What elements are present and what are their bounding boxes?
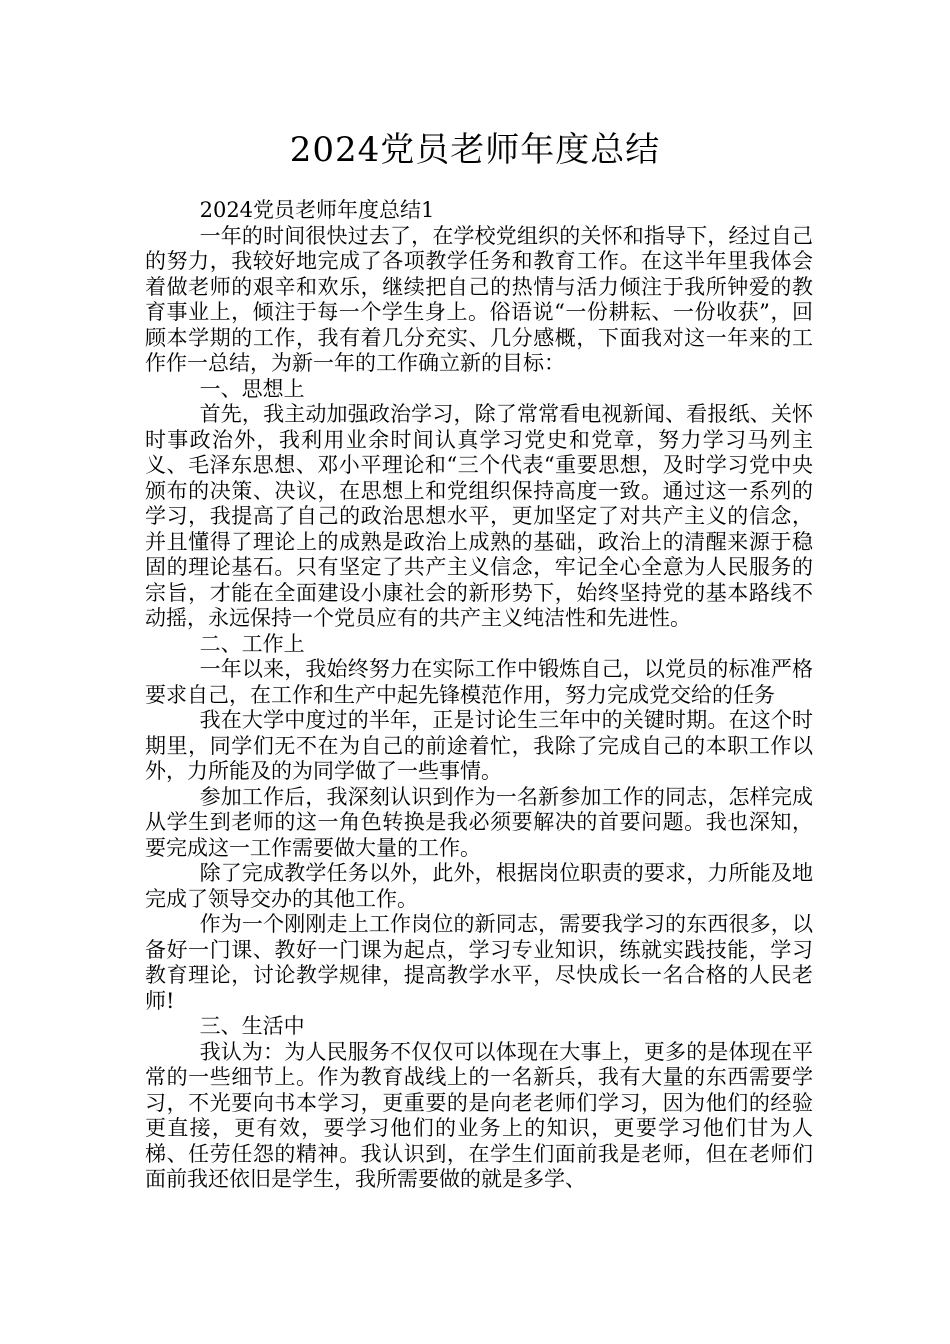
intro-paragraph: 一年的时间很快过去了，在学校党组织的关怀和指导下，经过自己的努力，我较好地完成了各项教学任务和教育工作。在这半年里我体会着做老师的艰辛和欢乐，继续把自己的热情与活力倾注于我所钟爱的教育事业上，倾注于每一个学生身上。俗语说“一份耕耘、一份收获”，回顾本学期的工作，我有着几分充实、几分感概，下面我对这一年来的工作作一总结，为新一年的工作确立新的目标： bbox=[145, 223, 813, 375]
work-paragraph-3: 参加工作后，我深刻认识到作为一名新参加工作的同志，怎样完成从学生到老师的这一角色转换是我必须要解决的首要问题。我也深知，要完成这一工作需要做大量的工作。 bbox=[145, 784, 813, 860]
section-heading-life: 三、生活中 bbox=[199, 1014, 305, 1038]
work-paragraph-2: 我在大学中度过的半年，正是讨论生三年中的关键时期。在这个时期里，同学们无不在为自己的前途着忙，我除了完成自己的本职工作以外，力所能及的为同学做了一些事情。 bbox=[145, 708, 813, 783]
work-paragraph-1: 一年以来，我始终努力在实际工作中锻炼自己，以党员的标准严格要求自己，在工作和生产中起先锋模范作用，努力完成党交给的任务 bbox=[145, 657, 813, 707]
work-paragraph-4: 除了完成教学任务以外，此外，根据岗位职责的要求，力所能及地完成了领导交办的其他工作。 bbox=[145, 861, 813, 911]
life-paragraph: 我认为：为人民服务不仅仅可以体现在大事上，更多的是体现在平常的一些细节上。作为教育战线上的一名新兵，我有大量的东西需要学习，不光要向书本学习，更重要的是向老老师们学习，因为他们的经验更直接，更有效，要学习他们的业务上的知识，更要学习他们甘为人梯、任劳任怨的精神。我认识到，在学生们面前我是老师，但在老师们面前我还依旧是学生，我所需要做的就是多学、 bbox=[145, 1039, 813, 1191]
doc-subtitle: 2024党员老师年度总结1 bbox=[199, 198, 435, 222]
section-heading-work: 二、工作上 bbox=[199, 631, 305, 656]
document-title: 2024党员老师年度总结 bbox=[289, 130, 661, 170]
thought-paragraph: 首先，我主动加强政治学习，除了常常看电视新闻、看报纸、关怀时事政治外，我利用业余时间认真学习党史和党章，努力学习马列主义、毛泽东思想、邓小平理论和“三个代表“重要思想，及时学习党中央颁布的决策、决议，在思想上和党组织保持高度一致。通过这一系列的学习，我提高了自己的政治思想水平，更加坚定了对共产主义的信念，并且懂得了理论上的成熟是政治上成熟的基础，政治上的清醒来源于稳固的理论基石。只有坚定了共产主义信念，牢记全心全意为人民服务的宗旨，才能在全面建设小康社会的新形势下，始终坚持党的基本路线不动摇，永远保持一个党员应有的共产主义纯洁性和先进性。 bbox=[145, 402, 813, 630]
document-body bbox=[145, 198, 813, 1193]
section-heading-thought: 一、思想上 bbox=[199, 376, 305, 401]
work-paragraph-5: 作为一个刚刚走上工作岗位的新同志，需要我学习的东西很多，以备好一门课、教好一门课为起点，学习专业知识，练就实践技能，学习教育理论，讨论教学规律，提高教学水平，尽快成长一名合格的人民老师! bbox=[145, 912, 813, 1013]
